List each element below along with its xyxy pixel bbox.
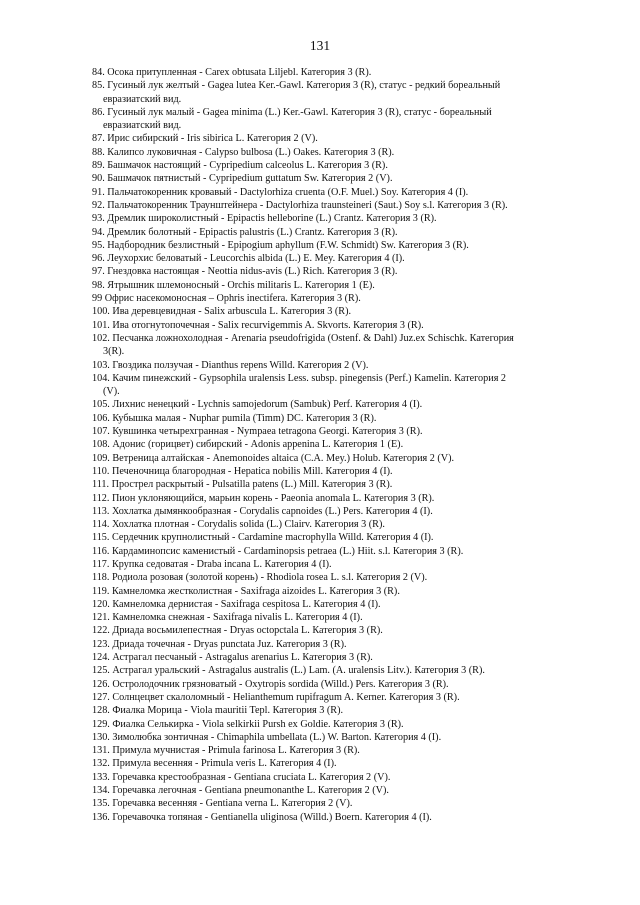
species-entry: [92, 811, 584, 824]
entry-line: 107. Кувшинка четырехгранная - Nympaea tetragona Georgi. Категория 3 (R).: [92, 426, 423, 438]
species-entry: [92, 252, 584, 265]
species-entry: [92, 704, 584, 717]
entry-continuation-line: евразиатский вид.: [103, 93, 182, 105]
entry-line: 94. Дремлик болотный - Epipactis palustris (L.) Crantz. Категория 3 (R).: [92, 226, 398, 238]
species-entry: [92, 132, 584, 145]
species-entry: [92, 784, 584, 797]
species-entry: [92, 492, 584, 505]
species-entry: [92, 292, 584, 305]
species-entry: [92, 638, 584, 651]
species-entry: [92, 585, 584, 598]
entry-line: 85. Гусиный лук желтый - Gagea lutea Ker.-Gawl. Категория 3 (R), статус - редкий бореальный: [92, 80, 501, 92]
entry-line: 135. Горечавка весенняя - Gentiana verna L. Категория 2 (V).: [92, 798, 353, 810]
species-entry: [92, 651, 584, 664]
species-entry: [92, 757, 584, 770]
species-entry: [92, 598, 584, 611]
species-entry: [92, 452, 584, 465]
entry-line: 124. Астрагал песчаный - Astragalus arenarius L. Категория 3 (R).: [92, 652, 373, 664]
entry-line: 97. Гнездовка настоящая - Neottia nidus-avis (L.) Rich. Категория 3 (R).: [92, 266, 398, 278]
entry-line: 125. Астрагал уральский - Astragalus australis (L.) Lam. (A. uralensis Litv.). Категория 3 (R).: [92, 665, 485, 677]
entry-continuation-line: (V).: [103, 386, 120, 398]
species-entry: [92, 691, 584, 704]
entry-line: 136. Горечавочка топяная - Gentianella uliginosa (Willd.) Boern. Категория 4 (I).: [92, 811, 432, 823]
entry-line: 130. Зимолюбка зонтичная - Chimaphila umbellata (L.) W. Barton. Категория 4 (I).: [92, 731, 442, 743]
entry-line: 86. Гусиный лук малый - Gagea minima (L.) Ker.-Gawl. Категория 3 (R), статус - бореальный: [92, 106, 492, 118]
entry-line: 111. Прострел раскрытый - Pulsatilla patens (L.) Mill. Категория 3 (R).: [92, 479, 393, 491]
entry-line: 121. Камнеломка снежная - Saxifraga nivalis L. Категория 4 (I).: [92, 612, 363, 624]
entry-line: 98. Ятрышник шлемоносный - Orchis militaris L. Категория 1 (E).: [92, 279, 375, 291]
entry-line: 129. Фиалка Селькирка - Viola selkirkii Pursh ex Goldie. Категория 3 (R).: [92, 718, 404, 730]
entry-line: 84. Осока притупленная - Carex obtusata Liljebl. Категория 3 (R).: [92, 67, 372, 78]
species-entry: [92, 265, 584, 278]
entry-line: 92. Пальчатокоренник Траунштейнера - Dactylorhiza traunsteineri (Saut.) Soy s.l. Категория 3 (R).: [92, 199, 508, 211]
entry-line: 123. Дриада точечная - Dryas punctata Juz. Категория 3 (R).: [92, 638, 347, 650]
entry-line: 119. Камнеломка жестколистная - Saxifraga aizoides L. Категория 3 (R).: [92, 585, 400, 597]
species-entry: [92, 412, 584, 425]
entry-line: 106. Кубышка малая - Nuphar pumila (Timm) DC. Категория 3 (R).: [92, 412, 377, 424]
page-number: 131: [309, 38, 331, 53]
entry-line: 113. Хохлатка дымянкообразная - Corydalis capnoides (L.) Pers. Категория 4 (I).: [92, 505, 433, 517]
species-entry: [92, 332, 584, 359]
species-entry: [92, 664, 584, 677]
entry-line: 126. Остролодочник грязноватый - Oxytropis sordida (Willd.) Pers. Категория 3 (R).: [92, 678, 449, 690]
entry-line: 108. Адонис (горицвет) сибирский - Adonis appenina L. Категория 1 (E).: [92, 439, 404, 451]
entry-line: 132. Примула весенняя - Primula veris L. Категория 4 (I).: [92, 758, 337, 770]
entry-line: 88. Калипсо луковичная - Calypso bulbosa (L.) Oakes. Категория 3 (R).: [92, 146, 395, 158]
species-list: [92, 66, 584, 824]
entry-line: 100. Ива деревцевидная - Salix arbuscula L. Категория 3 (R).: [92, 306, 352, 318]
species-entry: [92, 305, 584, 318]
entry-line: 120. Камнеломка дернистая - Saxifraga cespitosa L. Категория 4 (I).: [92, 598, 381, 610]
entry-line: 95. Надбородник безлистный - Epipogium aphyllum (F.W. Schmidt) Sw. Категория 3 (R).: [92, 239, 469, 251]
species-entry: [92, 624, 584, 637]
species-entry: [92, 279, 584, 292]
species-entry: [92, 186, 584, 199]
species-entry: [92, 531, 584, 544]
species-entry: [92, 66, 584, 79]
entry-line: 114. Хохлатка плотная - Corydalis solida (L.) Clairv. Категория 3 (R).: [92, 519, 385, 531]
species-entry: [92, 226, 584, 239]
species-entry: [92, 505, 584, 518]
species-entry: [92, 372, 584, 399]
entry-line: 110. Печеночница благородная - Hepatica nobilis Mill. Категория 4 (I).: [92, 465, 393, 477]
entry-line: 117. Крупка седоватая - Draba incana L. Категория 4 (I).: [92, 558, 332, 570]
species-entry: [92, 106, 584, 133]
species-entry: [92, 797, 584, 810]
entry-line: 99 Офрис насекомоносная – Ophris inectifera. Категория 3 (R).: [92, 293, 361, 305]
species-entry: [92, 678, 584, 691]
entry-line: 87. Ирис сибирский - Iris sibirica L. Категория 2 (V).: [92, 133, 318, 145]
species-entry: [92, 545, 584, 558]
species-entry: [92, 239, 584, 252]
entry-line: 102. Песчанка ложнохолодная - Arenaria pseudofrigida (Ostenf. & Dahl) Juz.ex Schischk. Категория: [92, 332, 514, 344]
entry-line: 122. Дриада восьмилепестная - Dryas octopctala L. Категория 3 (R).: [92, 625, 383, 637]
species-entry: [92, 731, 584, 744]
entry-line: 127. Солнцецвет скалоломный - Helianthemum rupifragum A. Kerner. Категория 3 (R).: [92, 691, 460, 703]
entry-continuation-line: евразиатский вид.: [103, 120, 182, 132]
species-entry: [92, 718, 584, 731]
species-entry: [92, 465, 584, 478]
species-entry: [92, 172, 584, 185]
species-entry: [92, 558, 584, 571]
entry-line: 128. Фиалка Морица - Viola mauritii Tepl. Категория 3 (R).: [92, 705, 344, 717]
species-entry: [92, 744, 584, 757]
species-entry: [92, 571, 584, 584]
entry-line: 91. Пальчатокоренник кровавый - Dactylorhiza cruenta (O.F. Muel.) Soy. Категория 4 (I).: [92, 186, 469, 198]
entry-line: 101. Ива отогнутопочечная - Salix recurvigemmis A. Skvorts. Категория 3 (R).: [92, 319, 424, 331]
species-entry: [92, 146, 584, 159]
entry-line: 104. Качим пинежский - Gypsophila uralensis Less. subsp. pinegensis (Perf.) Kamelin. Категория 2: [92, 372, 507, 384]
species-entry: [92, 79, 584, 106]
entry-line: 96. Леухорхис беловатый - Leucorchis albida (L.) E. Mey. Категория 4 (I).: [92, 253, 405, 265]
species-entry: [92, 359, 584, 372]
entry-line: 89. Башмачок настоящий - Cypripedium calceolus L. Категория 3 (R).: [92, 160, 388, 172]
species-entry: [92, 398, 584, 411]
entry-continuation-line: 3(R).: [103, 346, 125, 358]
species-entry: [92, 425, 584, 438]
species-entry: [92, 199, 584, 212]
species-entry: [92, 212, 584, 225]
entry-line: 103. Гвоздика ползучая - Dianthus repens Willd. Категория 2 (V).: [92, 359, 369, 371]
species-entry: [92, 611, 584, 624]
entry-line: 118. Родиола розовая (золотой корень) - Rhodiola rosea L. s.l. Категория 2 (V).: [92, 572, 428, 584]
species-entry: [92, 771, 584, 784]
entry-line: 109. Ветреница алтайская - Anemonoides altaica (C.A. Mey.) Holub. Категория 2 (V).: [92, 452, 455, 464]
entry-line: 133. Горечавка крестообразная - Gentiana cruciata L. Категория 2 (V).: [92, 771, 391, 783]
species-entry: [92, 438, 584, 451]
entry-line: 112. Пион уклоняющийся, марьин корень - Paeonia anomala L. Категория 3 (R).: [92, 492, 435, 504]
species-entry: [92, 159, 584, 172]
entry-line: 116. Кардаминопсис каменистый - Cardaminopsis petraea (L.) Hiit. s.l. Категория 3 (R).: [92, 545, 464, 557]
entry-line: 90. Башмачок пятнистый - Cypripedium guttatum Sw. Категория 2 (V).: [92, 173, 393, 185]
species-entry: [92, 319, 584, 332]
entry-line: 115. Сердечник крупнолистный - Cardamine macrophylla Willd. Категория 4 (I).: [92, 532, 434, 544]
species-entry: [92, 518, 584, 531]
entry-line: 134. Горечавка легочная - Gentiana pneumonanthe L. Категория 2 (V).: [92, 785, 389, 797]
entry-line: 105. Лихнис ненецкий - Lychnis samojedorum (Sambuk) Perf. Категория 4 (I).: [92, 399, 423, 411]
entry-line: 131. Примула мучнистая - Primula farinosa L. Категория 3 (R).: [92, 745, 360, 757]
species-entry: [92, 478, 584, 491]
entry-line: 93. Дремлик широколистный - Epipactis helleborine (L.) Crantz. Категория 3 (R).: [92, 213, 437, 225]
